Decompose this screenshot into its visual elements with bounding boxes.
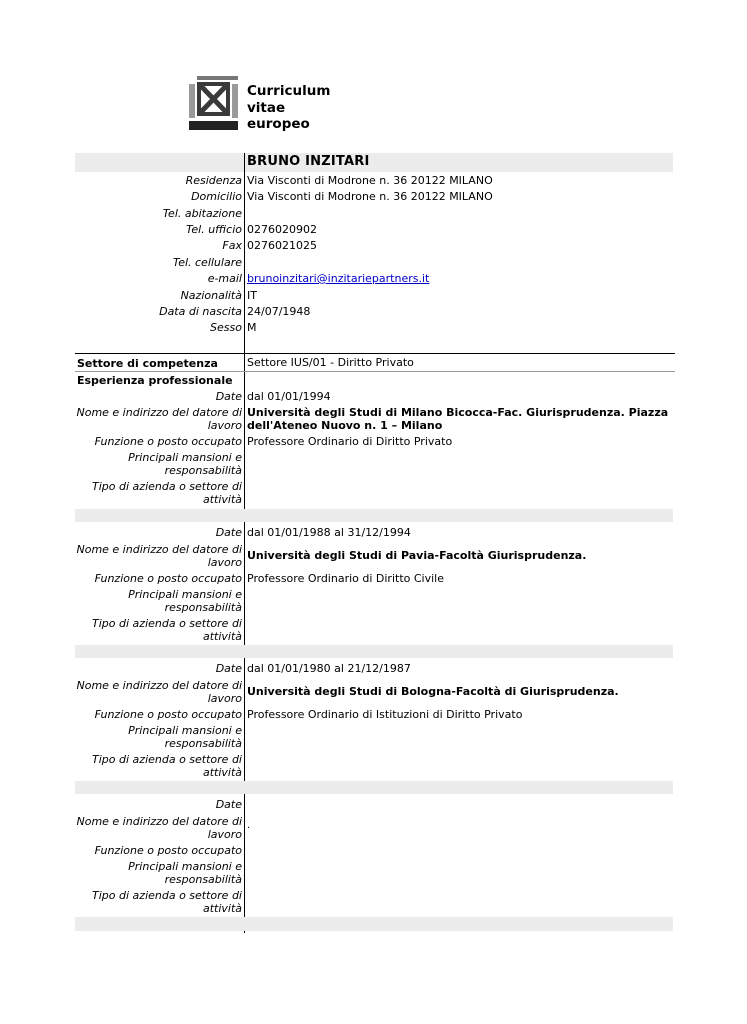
employer-line: dell'Ateneo Nuovo n. 1 – Milano	[247, 418, 443, 432]
entry-employer	[247, 407, 668, 432]
column-divider	[244, 153, 245, 933]
entry-date: dal 01/01/1994	[247, 390, 331, 403]
competence-value: Settore IUS/01 - Diritto Privato	[247, 356, 414, 369]
name-band	[75, 153, 673, 172]
sesso-value: M	[247, 321, 257, 334]
duties-label: Principali mansioni e responsabilità	[128, 860, 242, 886]
entry-separator-band	[75, 917, 673, 931]
employer-line: Università degli Studi di Milano Bicocca-Fac. Giurisprudenza. Piazza	[247, 406, 669, 419]
university-logo	[188, 75, 242, 131]
sector-label: Tipo di azienda o settore di attività	[92, 480, 242, 506]
fax-value: 0276021025	[247, 239, 317, 252]
email-link[interactable]: brunoinzitari@inzitariepartners.it	[247, 272, 430, 285]
entry-position: Professore Ordinario di Diritto Privato	[247, 435, 453, 448]
employer-label: Nome e indirizzo del datore di lavoro	[76, 543, 242, 569]
entry-date: dal 01/01/1988 al 31/12/1994	[247, 526, 411, 539]
tel-abitazione-label: Tel. abitazione	[162, 207, 242, 220]
date-label: Date	[215, 390, 242, 403]
domicilio-label: Domicilio	[191, 190, 242, 203]
entry-date: dal 01/01/1980 al 21/12/1987	[247, 662, 411, 675]
residenza-label: Residenza	[185, 174, 242, 187]
email-label: e-mail	[207, 272, 242, 285]
competence-label: Settore di competenza	[77, 357, 218, 370]
duties-label: Principali mansioni e responsabilità	[128, 724, 242, 750]
sesso-label: Sesso	[210, 321, 242, 334]
domicilio-value: Via Visconti di Modrone n. 36 20122 MILANO	[247, 190, 493, 203]
tel-cellulare-label: Tel. cellulare	[172, 256, 242, 269]
tel-ufficio-label: Tel. ufficio	[186, 223, 242, 236]
employer-label: Nome e indirizzo del datore di lavoro	[76, 815, 242, 841]
entry-separator-band	[75, 645, 673, 658]
email-value	[247, 273, 429, 286]
nazionalita-value: IT	[247, 289, 257, 302]
document-title	[247, 83, 330, 133]
title-line: vitae	[247, 99, 286, 116]
sector-label: Tipo di azienda o settore di attività	[92, 617, 242, 643]
data-nascita-value: 24/07/1948	[247, 305, 311, 318]
entry-employer: Università degli Studi di Pavia-Facoltà Giurisprudenza.	[247, 549, 587, 562]
sector-label: Tipo di azienda o settore di attività	[92, 889, 242, 915]
tel-ufficio-value: 0276020902	[247, 223, 317, 236]
section-rule	[75, 353, 675, 354]
entry-separator-band	[75, 781, 673, 794]
person-name: BRUNO INZITARI	[247, 154, 370, 169]
position-label: Funzione o posto occupato	[94, 572, 242, 585]
nazionalita-label: Nazionalità	[180, 289, 242, 302]
residenza-value: Via Visconti di Modrone n. 36 20122 MILANO	[247, 174, 493, 187]
date-label: Date	[215, 662, 242, 675]
employer-label: Nome e indirizzo del datore di lavoro	[76, 679, 242, 705]
data-nascita-label: Data di nascita	[159, 305, 242, 318]
duties-label: Principali mansioni e responsabilità	[128, 588, 242, 614]
fax-label: Fax	[222, 239, 242, 252]
employer-label: Nome e indirizzo del datore di lavoro	[76, 406, 242, 432]
title-line: Curriculum	[247, 83, 331, 99]
entry-employer: ·	[247, 823, 251, 834]
entry-position: Professore Ordinario di Istituzioni di Diritto Privato	[247, 708, 523, 721]
position-label: Funzione o posto occupato	[94, 708, 242, 721]
entry-position: Professore Ordinario di Diritto Civile	[247, 572, 444, 585]
entry-employer: Università degli Studi di Bologna-Facoltà di Giurisprudenza.	[247, 685, 619, 698]
position-label: Funzione o posto occupato	[94, 844, 242, 857]
duties-label: Principali mansioni e responsabilità	[128, 451, 242, 477]
experience-section-label: Esperienza professionale	[77, 374, 233, 387]
date-label: Date	[215, 798, 242, 811]
date-label: Date	[215, 526, 242, 539]
title-line: europeo	[247, 116, 310, 132]
entry-separator-band	[75, 509, 673, 522]
sector-label: Tipo di azienda o settore di attività	[92, 753, 242, 779]
position-label: Funzione o posto occupato	[94, 435, 242, 448]
section-rule	[75, 371, 675, 372]
